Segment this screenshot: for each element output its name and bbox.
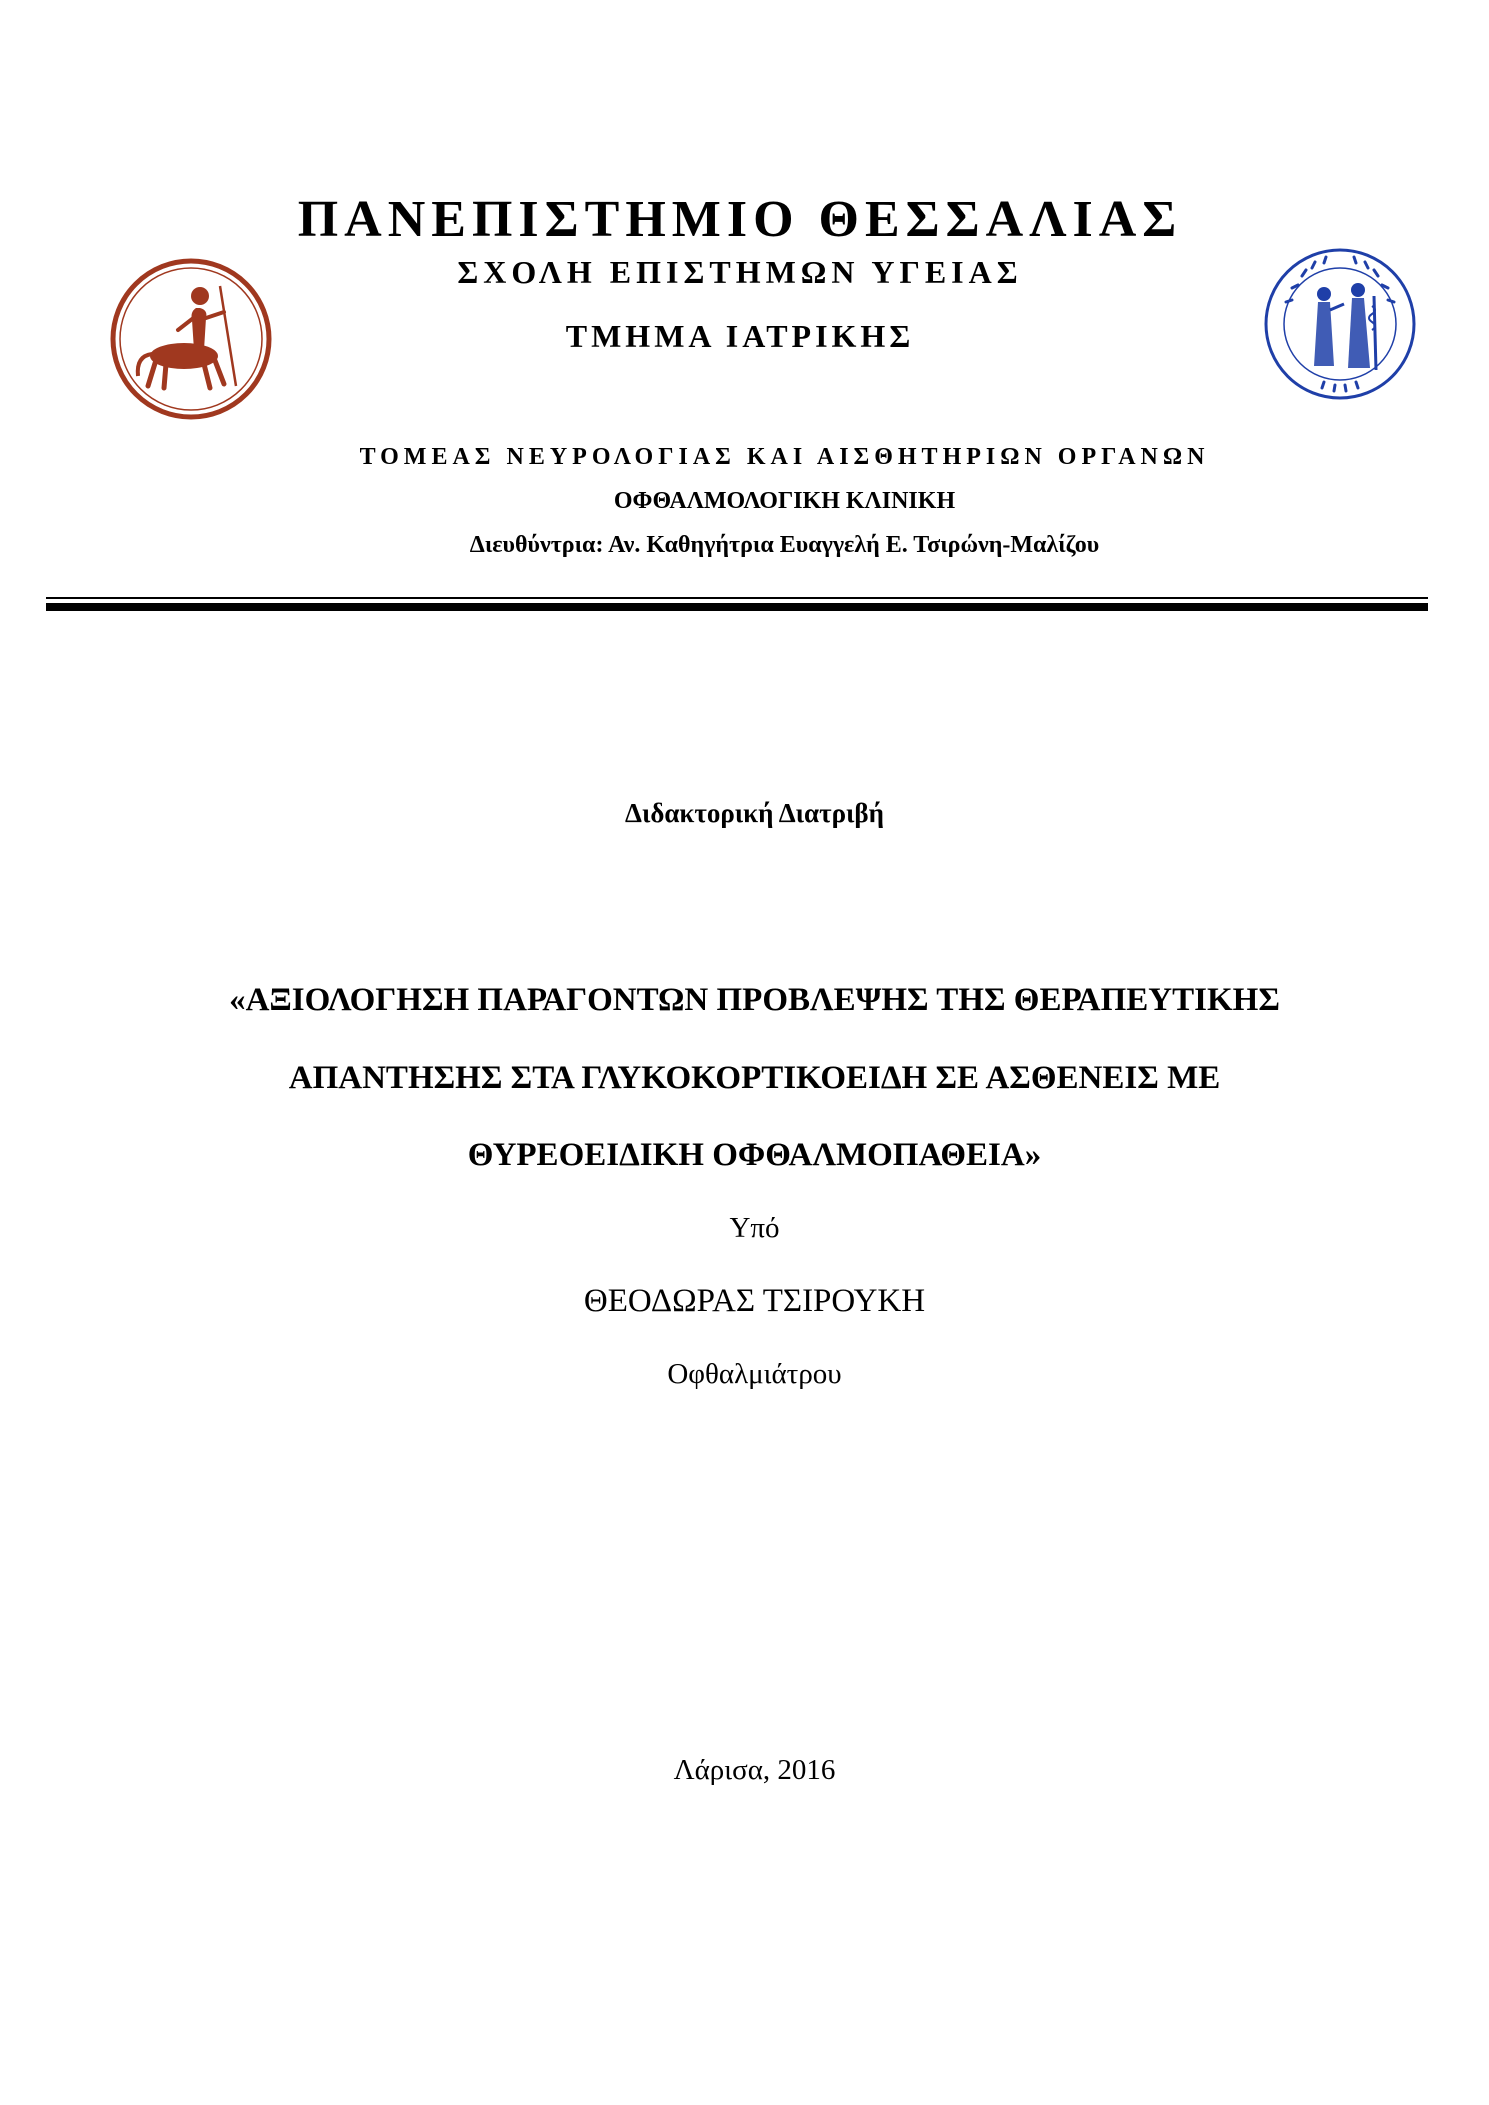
place-and-year: Λάρισα, 2016 (673, 1754, 836, 1786)
thesis-title-line: «ΑΞΙΟΛΟΓΗΣΗ ΠΑΡΑΓΟΝΤΩΝ ΠΡΟΒΛΕΨΗΣ ΤΗΣ ΘΕΡΑΠΕΥΤΙΚΗΣ (229, 982, 1280, 1018)
header-divider-thick (46, 603, 1428, 611)
hygeia-asclepius-seal-icon (1262, 246, 1418, 402)
author-name: ΘΕΟΔΩΡΑΣ ΤΣΙΡΟΥΚΗ (583, 1283, 926, 1319)
centaur-seal-icon (108, 256, 274, 422)
clinic-name: ΟΦΘΑΛΜΟΛΟΓΙΚΗ ΚΛΙΝΙΚΗ (613, 488, 956, 514)
director-line: Διευθύντρια: Αν. Καθηγήτρια Ευαγγελή Ε. Τσιρώνη-Μαλίζου (469, 532, 1100, 558)
document-type: Διδακτορική Διατριβή (625, 798, 884, 828)
university-name: ΠΑΝΕΠΙΣΤΗΜΙΟ ΘΕΣΣΑΛΙΑΣ (297, 191, 1183, 248)
thesis-title-line: ΑΠΑΝΤΗΣΗΣ ΣΤΑ ΓΛΥΚΟΚΟΡΤΙΚΟΕΙΔΗ ΣΕ ΑΣΘΕΝΕΙΣ ΜΕ (288, 1060, 1221, 1096)
by-label: Υπό (729, 1212, 780, 1244)
sector-name: ΤΟΜΕΑΣ ΝΕΥΡΟΛΟΓΙΑΣ ΚΑΙ ΑΙΣΘΗΤΗΡΙΩΝ ΟΡΓΑΝΩΝ (359, 444, 1210, 470)
header-divider-thin (46, 597, 1428, 599)
author-profession: Οφθαλμιάτρου (667, 1358, 842, 1390)
department-name: ΤΜΗΜΑ ΙΑΤΡΙΚΗΣ (565, 318, 915, 354)
thesis-title-line: ΘΥΡΕΟΕΙΔΙΚΗ ΟΦΘΑΛΜΟΠΑΘΕΙΑ» (467, 1137, 1042, 1173)
school-name: ΣΧΟΛΗ ΕΠΙΣΤΗΜΩΝ ΥΓΕΙΑΣ (457, 254, 1023, 290)
